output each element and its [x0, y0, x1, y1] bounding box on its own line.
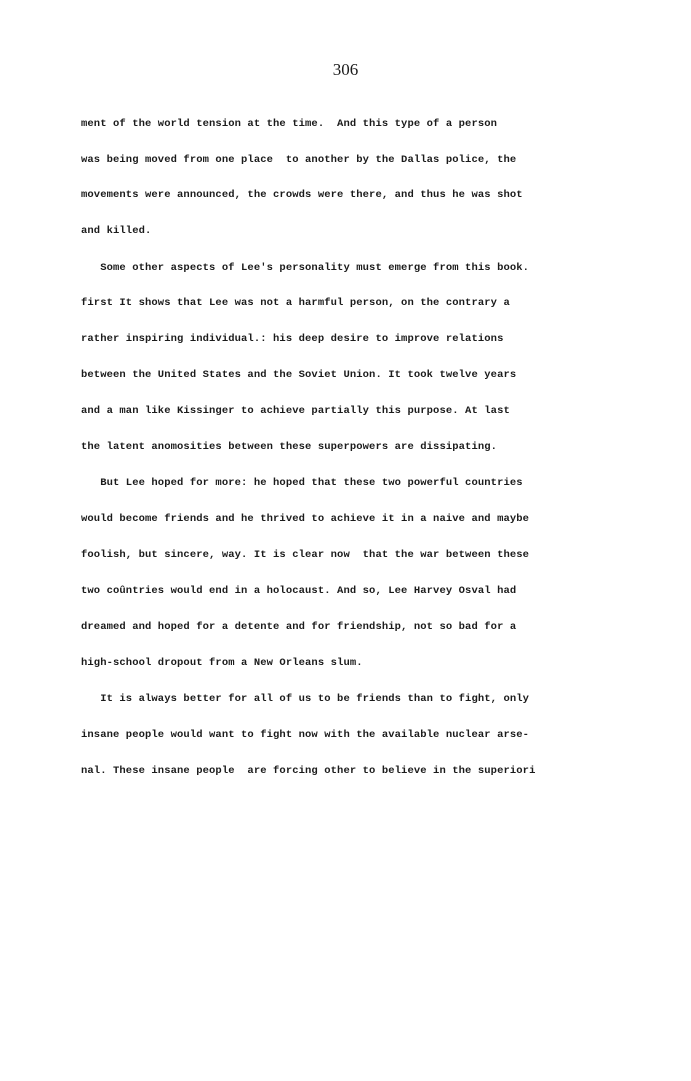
- text-line: two coûntries would end in a holocaust. And so, Lee Harvey Osval had: [81, 585, 517, 597]
- text-line: nal. These insane people are forcing other to believe in the superiori: [81, 765, 536, 777]
- text-line: Some other aspects of Lee's personality must emerge from this book.: [81, 262, 530, 274]
- text-line: rather inspiring individual.: his deep desire to improve relations: [81, 333, 504, 345]
- page-number: 306: [332, 60, 359, 79]
- text-line: dreamed and hoped for a detente and for friendship, not so bad for a: [81, 621, 517, 633]
- text-line: It is always better for all of us to be friends than to fight, only: [81, 693, 530, 705]
- text-line: the latent anomosities between these superpowers are dissipating.: [81, 441, 498, 453]
- text-line: and a man like Kissinger to achieve partially this purpose. At last: [81, 405, 510, 417]
- text-line: insane people would want to fight now with the available nuclear arse-: [81, 729, 530, 741]
- text-line: would become friends and he thrived to achieve it in a naive and maybe: [81, 513, 530, 525]
- text-line: and killed.: [81, 225, 152, 237]
- text-line: foolish, but sincere, way. It is clear now that the war between these: [81, 549, 530, 561]
- text-line: first It shows that Lee was not a harmful person, on the contrary a: [81, 297, 510, 309]
- text-line: But Lee hoped for more: he hoped that these two powerful countries: [81, 477, 523, 489]
- text-line: ment of the world tension at the time. And this type of a person: [81, 118, 498, 130]
- text-line: between the United States and the Soviet Union. It took twelve years: [81, 369, 517, 381]
- text-line: movements were announced, the crowds were there, and thus he was shot: [81, 189, 523, 201]
- text-line: was being moved from one place to another by the Dallas police, the: [81, 154, 517, 166]
- text-line: high-school dropout from a New Orleans slum.: [81, 657, 363, 669]
